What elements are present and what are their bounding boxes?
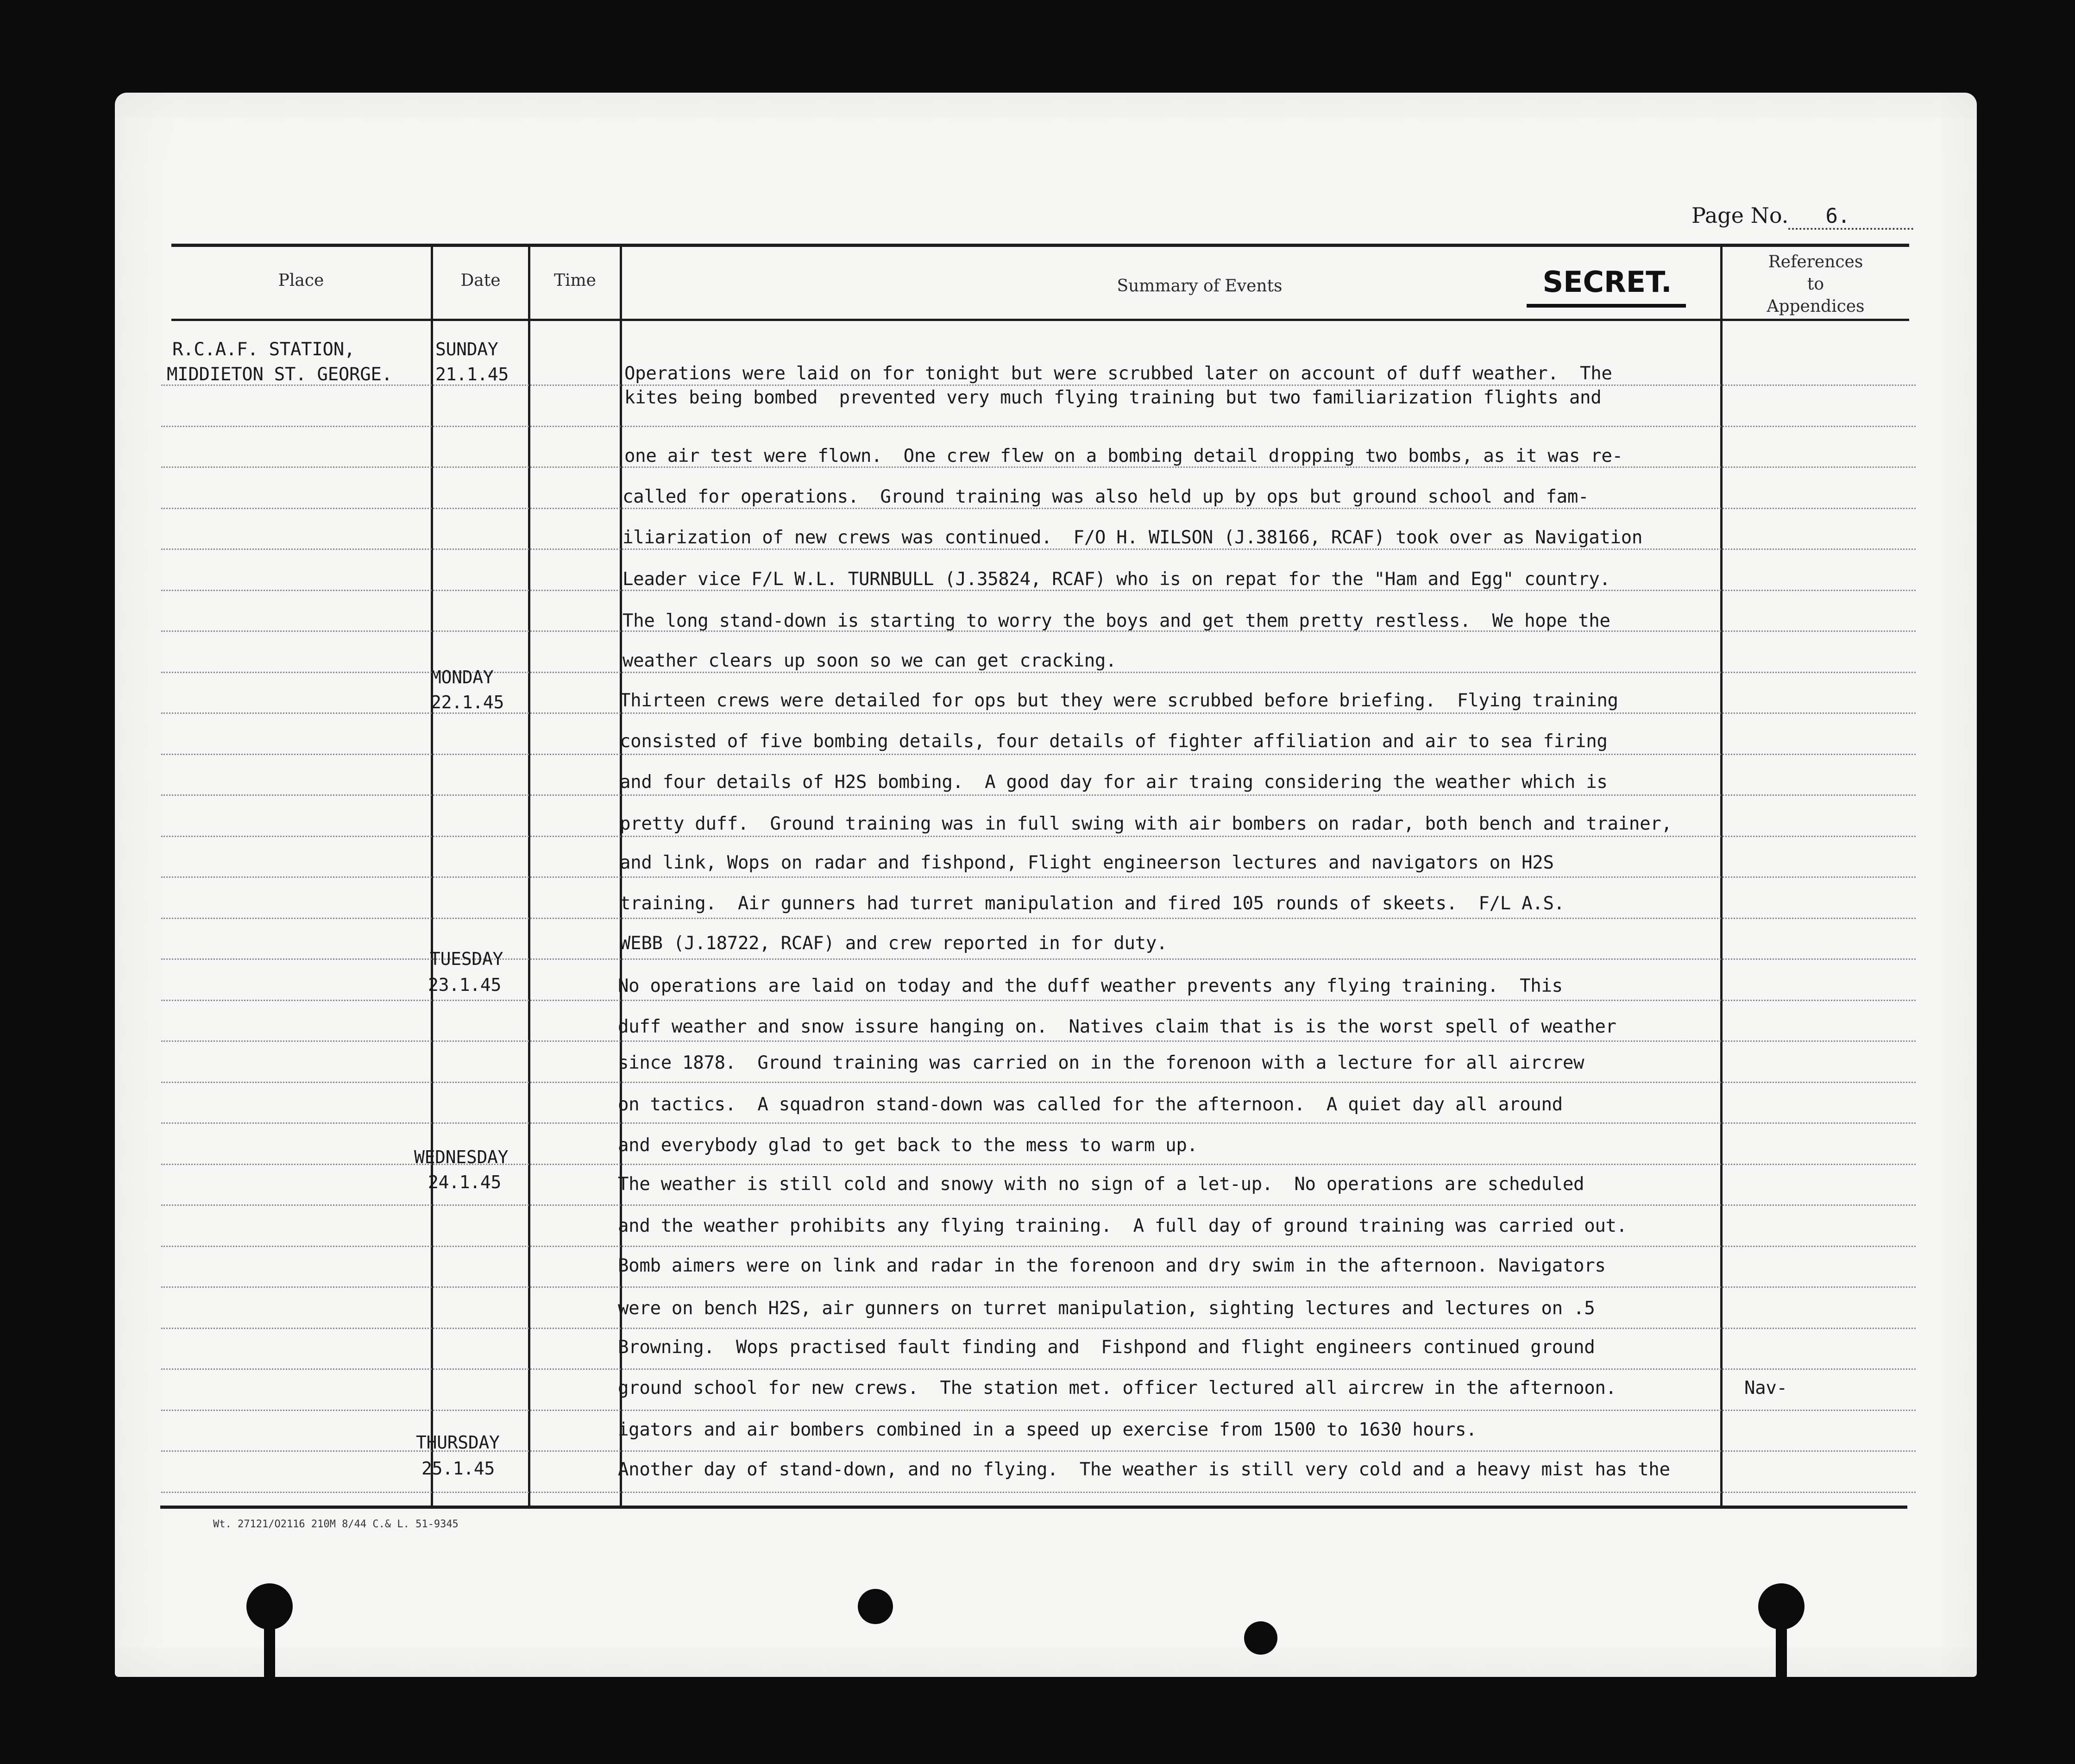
ruled-line [161, 1082, 1916, 1083]
date-value: 21.1.45 [435, 364, 509, 384]
ruled-line [161, 918, 1916, 919]
table-bottom-rule [160, 1506, 1907, 1509]
summary-line: on tactics. A squadron stand-down was called for the afternoon. A quiet day all around [618, 1094, 1563, 1115]
date-day: TUESDAY [430, 949, 503, 969]
ruled-line [161, 384, 1916, 386]
ruled-line [161, 1410, 1916, 1411]
summary-line: Bomb aimers were on link and radar in the forenoon and dry swim in the afternoon. Navigators [618, 1255, 1606, 1276]
ruled-line [161, 836, 1916, 837]
summary-line: WEBB (J.18722, RCAF) and crew reported in for duty. [620, 933, 1168, 954]
ruled-line [161, 794, 1916, 796]
ruled-line [161, 958, 1916, 960]
summary-line: training. Air gunners had turret manipulation and fired 105 rounds of skeets. F/L A.S. [620, 893, 1565, 914]
summary-line: Operations were laid on for tonight but were scrubbed later on account of duff weather. The [624, 363, 1612, 384]
binder-hole-slot [1776, 1607, 1787, 1677]
date-value: 24.1.45 [428, 1172, 502, 1192]
summary-line: ground school for new crews. The station met. officer lectured all aircrew in the afternoon. [618, 1378, 1616, 1399]
header-date: Date [460, 271, 501, 290]
ruled-line [161, 548, 1916, 550]
classification-stamp: SECRET. [1542, 265, 1672, 299]
ruled-line [161, 1122, 1916, 1124]
ruled-line [161, 754, 1916, 755]
header-references [1723, 251, 1908, 318]
column-divider-summary [1720, 244, 1723, 1507]
ruled-line [161, 1328, 1916, 1329]
summary-line: The weather is still cold and snowy with no sign of a let-up. No operations are scheduled [618, 1174, 1585, 1195]
date-value: 23.1.45 [428, 975, 502, 995]
summary-line: Leader vice F/L W.L. TURNBULL (J.35824, RCAF) who is on repat for the "Ham and Egg" country. [622, 569, 1610, 590]
date-day: WEDNESDAY [414, 1147, 509, 1167]
ruled-line [161, 1000, 1916, 1001]
header-time: Time [554, 271, 596, 290]
summary-line: pretty duff. Ground training was in full swing with air bombers on radar, both bench and trainer, [620, 813, 1672, 834]
summary-line: called for operations. Ground training was also held up by ops but ground school and fam- [622, 486, 1589, 507]
ruled-line [161, 672, 1916, 673]
date-day: SUNDAY [435, 339, 498, 359]
ruled-line [161, 1040, 1916, 1042]
form-print-code: Wt. 27121/O2116 210M 8/44 C.& L. 51-9345 [213, 1518, 459, 1530]
place-line: R.C.A.F. STATION, [172, 339, 355, 360]
summary-line: iliarization of new crews was continued. F/O H. WILSON (J.38166, RCAF) took over as Navigation [622, 527, 1643, 548]
ruled-line [161, 1492, 1916, 1493]
binder-hole [858, 1589, 893, 1624]
summary-line: and four details of H2S bombing. A good day for air traing considering the weather which is [620, 772, 1608, 793]
binder-hole [1244, 1621, 1277, 1655]
ruled-line [161, 466, 1916, 468]
summary-line: Thirteen crews were detailed for ops but they were scrubbed before briefing. Flying training [620, 690, 1618, 711]
summary-line: were on bench H2S, air gunners on turret manipulation, sighting lectures and lectures on .5 [618, 1298, 1595, 1319]
classification-underline [1527, 304, 1686, 308]
summary-line: kites being bombed prevented very much flying training but two familiarization flights and [624, 387, 1602, 408]
column-divider-place [431, 244, 433, 1507]
date-value: 22.1.45 [431, 692, 504, 712]
ruled-line [161, 1368, 1916, 1370]
summary-line: duff weather and snow issure hanging on. Natives claim that is is the worst spell of weather [618, 1016, 1616, 1037]
summary-line: Browning. Wops practised fault finding and Fishpond and flight engineers continued ground [618, 1337, 1595, 1358]
header-references-line: References [1768, 252, 1863, 271]
summary-line: Another day of stand-down, and no flying. The weather is still very cold and a heavy mist has the [618, 1459, 1670, 1480]
ruled-line [161, 590, 1916, 591]
ruled-line [161, 712, 1916, 714]
summary-line: The long stand-down is starting to worry the boys and get them pretty restless. We hope the [622, 611, 1610, 631]
summary-line: igators and air bombers combined in a speed up exercise from 1500 to 1630 hours. [618, 1419, 1477, 1440]
binder-hole-slot [264, 1607, 275, 1677]
summary-line: one air test were flown. One crew flew on a bombing detail dropping two bombs, as it was re- [624, 446, 1623, 466]
date-day: THURSDAY [416, 1432, 500, 1453]
summary-line: consisted of five bombing details, four details of fighter affiliation and air to sea firing [620, 731, 1608, 752]
column-divider-date [528, 244, 530, 1507]
summary-line: and everybody glad to get back to the mess to warm up. [618, 1135, 1198, 1156]
summary-line: since 1878. Ground training was carried on in the forenoon with a lecture for all aircrew [618, 1052, 1585, 1073]
place-line: MIDDIETON ST. GEORGE. [167, 364, 392, 385]
header-summary: Summary of Events [1117, 277, 1283, 296]
ruled-line [161, 876, 1916, 878]
summary-line: and the weather prohibits any flying training. A full day of ground training was carried out. [618, 1216, 1627, 1236]
summary-line: No operations are laid on today and the duff weather prevents any flying training. This [618, 976, 1563, 996]
date-day: MONDAY [431, 667, 494, 687]
ruled-line [161, 508, 1916, 509]
ruled-line [161, 1286, 1916, 1288]
header-place: Place [278, 271, 324, 290]
header-references-line: Appendices [1767, 297, 1865, 316]
header-references-line: to [1807, 275, 1824, 294]
summary-line: weather clears up soon so we can get cracking. [622, 650, 1117, 671]
ruled-line [161, 1204, 1916, 1206]
ruled-line [161, 1246, 1916, 1247]
references-note: Nav- [1744, 1378, 1787, 1399]
page-number-value: 6. [1788, 204, 1913, 230]
summary-line: and link, Wops on radar and fishpond, Flight engineerson lectures and navigators on H2S [620, 852, 1554, 873]
page-number [1691, 203, 1913, 230]
page-number-label: Page No. [1691, 203, 1789, 228]
date-value: 25.1.45 [421, 1458, 495, 1479]
ruled-line [161, 426, 1916, 427]
